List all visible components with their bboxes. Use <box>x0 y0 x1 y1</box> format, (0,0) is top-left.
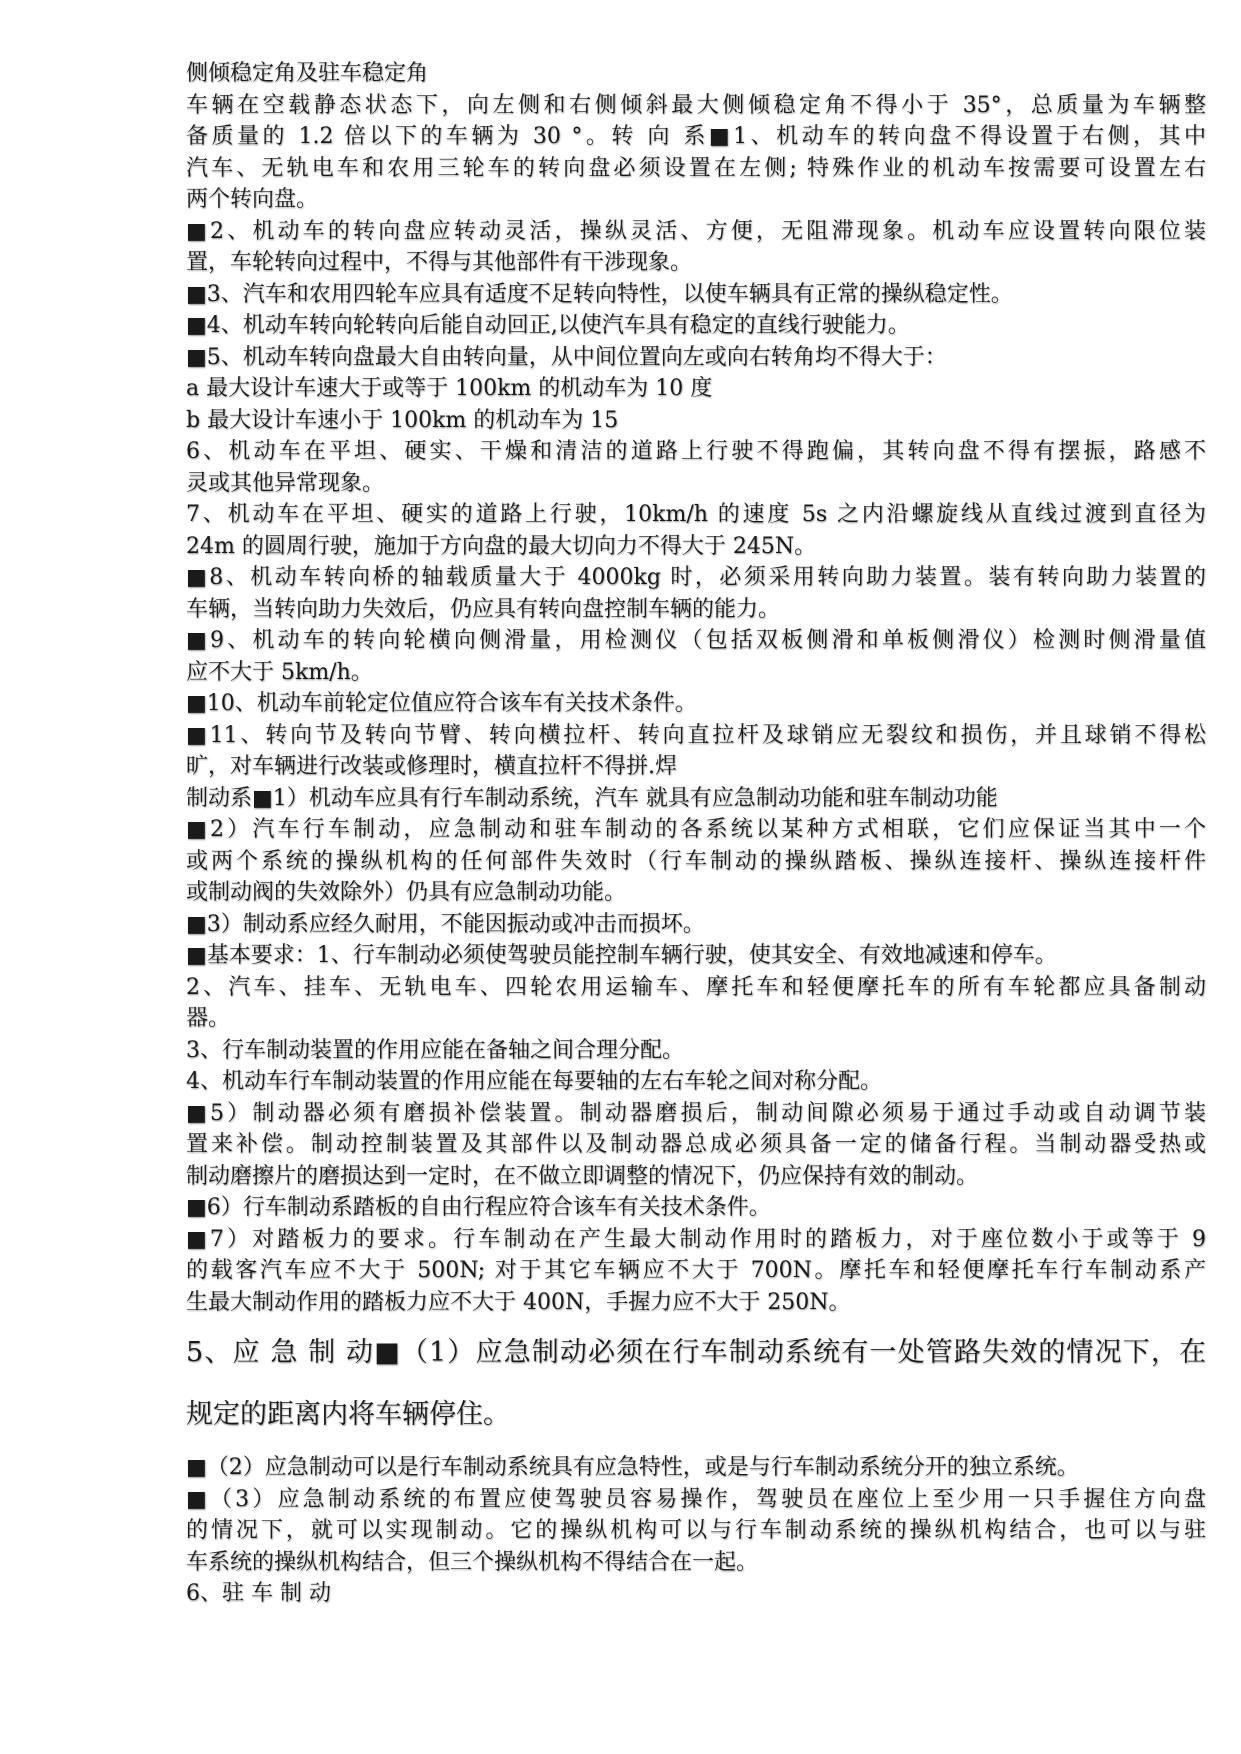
document-page <box>186 58 1206 1610</box>
text-line: 侧倾稳定角及驻车稳定角 <box>186 61 429 86</box>
emergency-brake-line-2: 规定的距离内将车辆停住。 <box>186 1399 510 1430</box>
main-text-block <box>186 58 1206 1318</box>
text-line: ■9、机动车的转向轮横向侧滑量，用检测仪（包括双板侧滑和单板侧滑仪）检测时侧滑量值 <box>186 628 1206 653</box>
text-line: 灵或其他异常现象。 <box>186 470 385 496</box>
text-line: ■（3）应急制动系统的布置应使驾驶员容易操作，驾驶员在座位上至少用一只手握住方向盘 <box>186 1486 1206 1512</box>
text-line: ■4、机动车转向轮转向后能自动回正,以使汽车具有稳定的直线行驶能力。 <box>186 313 910 338</box>
text-line: ■基本要求：1、行车制动必须使驾驶员能控制车辆行驶，使其安全、有效地减速和停车。 <box>186 943 1057 968</box>
text-line: ■11、转向节及转向节臂、转向横拉杆、转向直拉杆及球销应无裂纹和损伤，并且球销不得松 <box>186 722 1206 748</box>
text-line: b 最大设计车速小于 100km 的机动车为 15 <box>186 407 619 433</box>
tail-text-block <box>186 1452 1206 1610</box>
text-line: ■7）对踏板力的要求。行车制动在产生最大制动作用时的踏板力，对于座位数小于或等于 9 <box>186 1226 1206 1252</box>
text-line: ■10、机动车前轮定位值应符合该车有关技术条件。 <box>186 691 697 716</box>
text-line: 或制动阀的失效除外）仍具有应急制动功能。 <box>186 880 627 905</box>
text-line: 置，车轮转向过程中，不得与其他部件有干涉现象。 <box>186 250 693 275</box>
text-line: a 最大设计车速大于或等于 100km 的机动车为 10 度 <box>186 376 713 401</box>
emergency-brake-line-1: 5、应 急 制 动■（1）应急制动必须在行车制动系统有一处管路失效的情况下，在 <box>186 1337 1206 1368</box>
text-line: 两个转向盘。 <box>186 187 319 212</box>
text-line: 制动系■1）机动车应具有行车制动系统，汽车 就具有应急制动功能和驻车制动功能 <box>186 785 998 811</box>
text-line: 生最大制动作用的踏板力应不大于 400N，手握力应不大于 250N。 <box>186 1289 851 1315</box>
text-line: 24m 的圆周行驶，施加于方向盘的最大切向力不得大于 245N。 <box>186 533 817 559</box>
text-line: 4、机动车行车制动装置的作用应能在每要轴的左右车轮之间对称分配。 <box>186 1069 882 1094</box>
text-line: 车辆在空载静态状态下，向左侧和右侧倾斜最大侧倾稳定角不得小于 35°，总质量为车辆整 <box>186 92 1206 118</box>
text-line: 制动磨擦片的磨损达到一定时，在不做立即调整的情况下，仍应保持有效的制动。 <box>186 1163 979 1189</box>
text-line: 的情况下，就可以实现制动。它的操纵机构可以与行车制动系统的操纵机构结合，也可以与驻 <box>186 1518 1206 1543</box>
text-line: 备质量的 1.2 倍以下的车辆为 30 °。转 向 系■1、机动车的转向盘不得设置于右侧，其中 <box>186 124 1206 149</box>
text-line: ■3、汽车和农用四轮车应具有适度不足转向特性，以使车辆具有正常的操纵稳定性。 <box>186 281 1013 307</box>
text-line: ■3）制动系应经久耐用，不能因振动或冲击而损坏。 <box>186 911 705 937</box>
text-line: 旷，对车辆进行改装或修理时，横直拉杆不得拼.焊 <box>186 754 677 779</box>
text-line: 7、机动车在平坦、硬实的道路上行驶，10km/h 的速度 5s 之内沿螺旋线从直线过渡到直径为 <box>186 502 1206 527</box>
text-line: 车系统的操纵机构结合，但三个操纵机构不得结合在一起。 <box>186 1549 759 1575</box>
text-line: 3、行车制动装置的作用应能在备轴之间合理分配。 <box>186 1037 684 1063</box>
text-line: 汽车、无轨电车和农用三轮车的转向盘必须设置在左侧; 特殊作业的机动车按需要可设置左右 <box>186 155 1206 181</box>
text-line: ■（2）应急制动可以是行车制动系统具有应急特性，或是与行车制动系统分开的独立系统。 <box>186 1455 1079 1480</box>
text-line: ■2）汽车行车制动，应急制动和驻车制动的各系统以某种方式相联，它们应保证当其中一个 <box>186 817 1206 842</box>
text-line: 应不大于 5km/h。 <box>186 659 373 685</box>
text-line: 6、驻 车 制 动 <box>186 1581 331 1606</box>
text-line: 器。 <box>186 1006 231 1031</box>
text-line: 的载客汽车应不大于 500N; 对于其它车辆应不大于 700N。摩托车和轻便摩托车行车制动系产 <box>186 1258 1206 1283</box>
text-line: 或两个系统的操纵机构的任何部件失效时（行车制动的操纵踏板、操纵连接杆、操纵连接杆件 <box>186 848 1206 874</box>
text-line: ■5、机动车转向盘最大自由转向量，从中间位置向左或向右转角均不得大于： <box>186 344 947 370</box>
text-line: 6、机动车在平坦、硬实、干燥和清洁的道路上行驶不得跑偏，其转向盘不得有摆振，路感不 <box>186 439 1206 464</box>
text-line: 置来补偿。制动控制装置及其部件以及制动器总成必须具备一定的储备行程。当制动器受热或 <box>186 1132 1206 1157</box>
text-line: ■8、机动车转向桥的轴载质量大于 4000kg 时，必须采用转向助力装置。装有转向助力装置的 <box>186 565 1206 590</box>
text-line: ■5）制动器必须有磨损补偿装置。制动器磨损后，制动间隙必须易于通过手动或自动调节装 <box>186 1100 1206 1126</box>
text-line: 车辆，当转向助力失效后，仍应具有转向盘控制车辆的能力。 <box>186 596 781 622</box>
text-line: ■2、机动车的转向盘应转动灵活，操纵灵活、方便，无阻滞现象。机动车应设置转向限位装 <box>186 218 1206 244</box>
text-line: ■6）行车制动系踏板的自由行程应符合该车有关技术条件。 <box>186 1195 771 1220</box>
text-line: 2、汽车、挂车、无轨电车、四轮农用运输车、摩托车和轻便摩托车的所有车轮都应具备制动 <box>186 974 1206 1000</box>
